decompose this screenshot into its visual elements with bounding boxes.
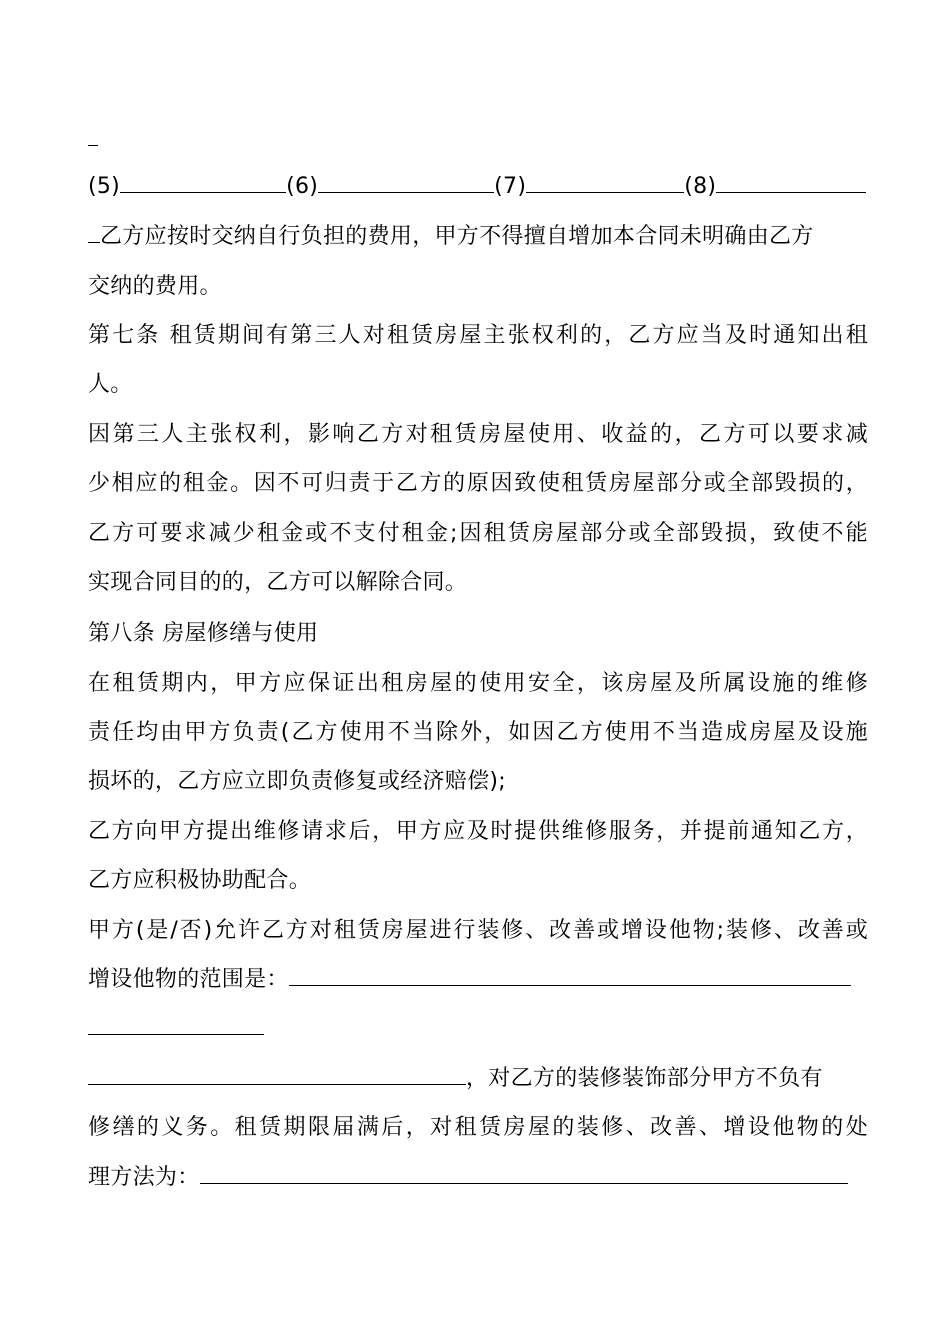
item-7-blank (526, 172, 684, 193)
paragraph-line: 在租赁期内，甲方应保证出租房屋的使用安全，该房屋及所属设施的维修 (88, 671, 868, 696)
continuation-blank (88, 1014, 264, 1035)
paragraph-line: 乙方向甲方提出维修请求后，甲方应及时提供维修服务，并提前通知乙方， (88, 819, 868, 844)
handling-method-line (88, 1163, 868, 1193)
paragraph-line: 人。 (88, 372, 133, 397)
paragraph-line: 修缮的义务。租赁期限届满后，对租赁房屋的装修、改善、增设他物的处 (88, 1115, 868, 1140)
paragraph-line: 甲方(是/否)允许乙方对租赁房屋进行装修、改善或增设他物;装修、改善或 (88, 918, 868, 943)
leading-blank (88, 222, 100, 243)
paragraph-line: 少相应的租金。因不可归责于乙方的原因致使租赁房屋部分或全部毁损的， (88, 471, 868, 496)
text-run: ，对乙方的装修装饰部分甲方不负有 (466, 1066, 823, 1091)
item-5-label: (5) (88, 174, 121, 199)
item-8-blank (716, 172, 866, 193)
paragraph-line: 乙方可要求减少租金或不支付租金;因租赁房屋部分或全部毁损，致使不能 (88, 521, 868, 546)
article-7-heading-line: 第七条 租赁期间有第三人对租赁房屋主张权利的，乙方应当及时通知出租 (88, 323, 868, 348)
item-6-label: (6) (286, 174, 319, 199)
renovation-scope-blank (289, 965, 851, 986)
handling-method-label: 理方法为： (88, 1165, 200, 1190)
renovation-scope-blank-2 (88, 1064, 466, 1085)
paragraph-line: 损坏的，乙方应立即负责修复或经济赔偿); (88, 769, 506, 794)
paragraph-line: 因第三人主张权利，影响乙方对租赁房屋使用、收益的，乙方可以要求减 (88, 422, 868, 447)
paragraph-line: 责任均由甲方负责(乙方使用不当除外，如因乙方使用不当造成房屋及设施 (88, 720, 868, 745)
paragraph-line (88, 1064, 868, 1094)
item-6-blank (318, 172, 494, 193)
item-8-label: (8) (684, 174, 717, 199)
renovation-scope-label: 增设他物的范围是： (88, 967, 289, 992)
handling-method-blank (200, 1163, 848, 1184)
blank-line-fragment (88, 145, 98, 146)
item-7-label: (7) (494, 174, 527, 199)
blank-line (88, 1014, 868, 1044)
paragraph-line: 实现合同目的的，乙方可以解除合同。 (88, 570, 468, 595)
item-5-blank (120, 172, 286, 193)
fee-items-line (88, 172, 868, 202)
text-run: 乙方应按时交纳自行负担的费用，甲方不得擅自增加本合同未明确由乙方 (100, 224, 814, 249)
renovation-scope-line (88, 965, 868, 995)
paragraph-line: 乙方应积极协助配合。 (88, 868, 312, 893)
paragraph-line: 交纳的费用。 (88, 274, 222, 299)
paragraph-line (88, 222, 868, 252)
article-8-heading: 第八条 房屋修缮与使用 (88, 621, 319, 646)
